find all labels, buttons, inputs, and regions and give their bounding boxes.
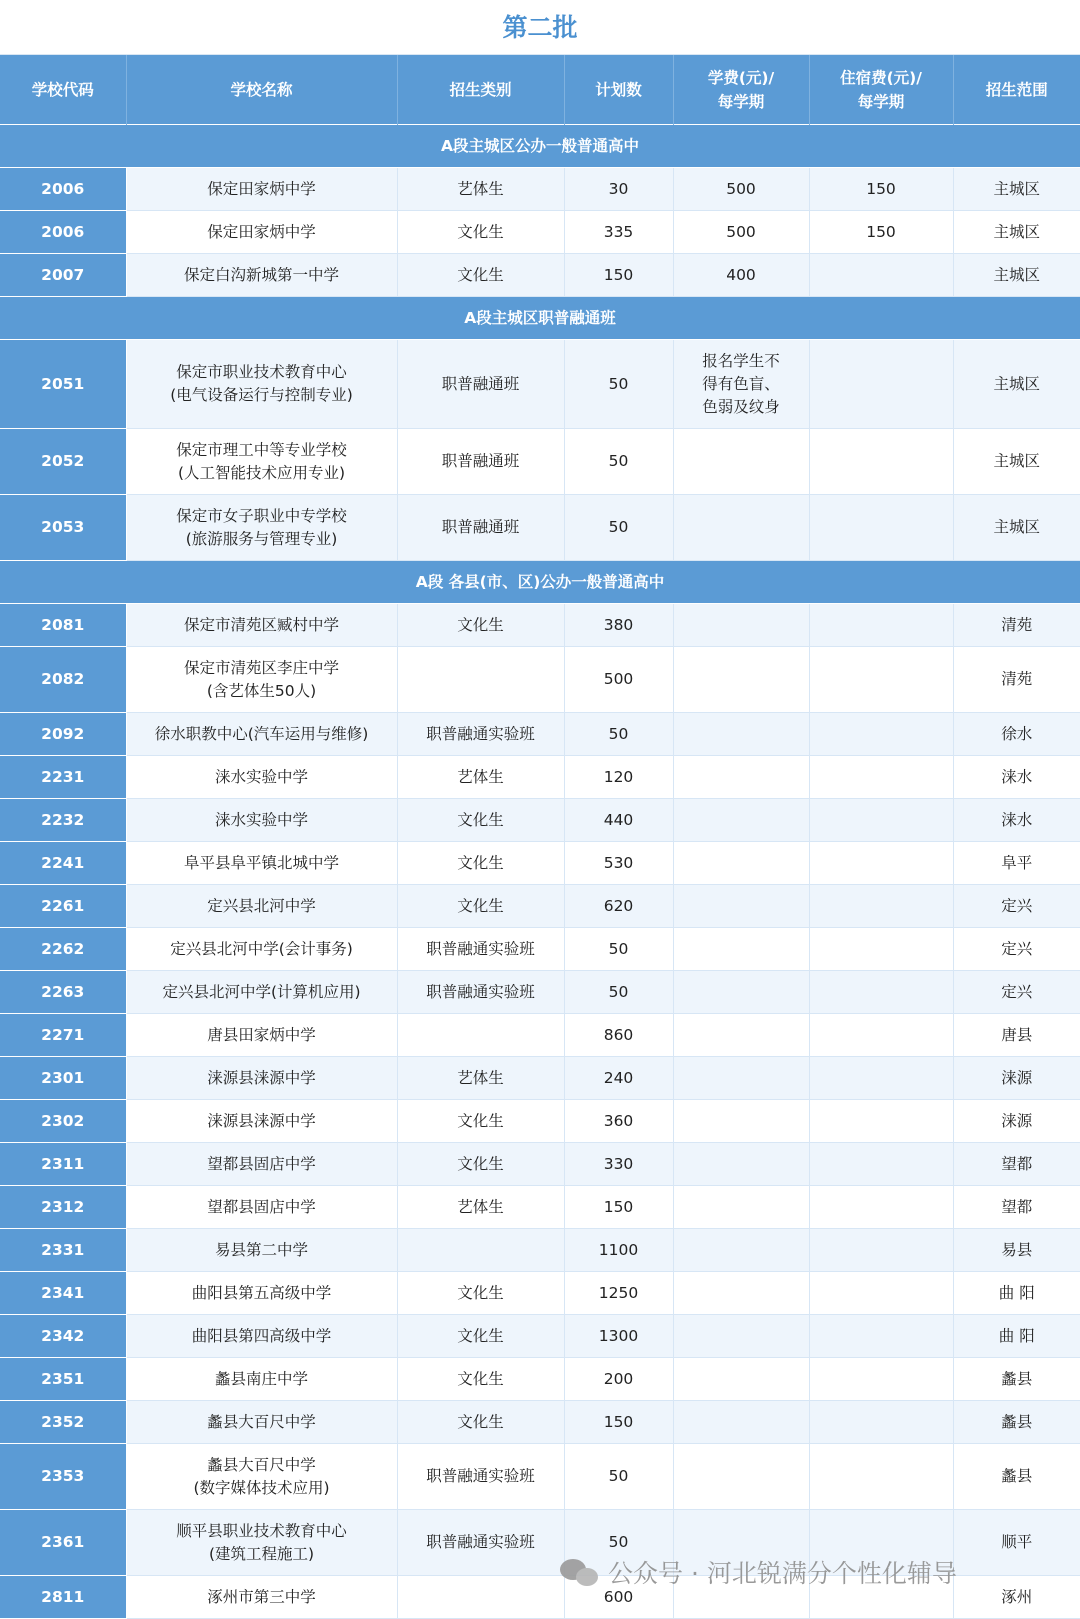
cell-fee (673, 756, 809, 799)
cell-plan: 860 (564, 1014, 673, 1057)
cell-lodging (809, 1186, 953, 1229)
cell-code: 2352 (0, 1401, 126, 1444)
section-title: A段 各县(市、区)公办一般普通高中 (0, 561, 1080, 604)
cell-code: 2053 (0, 495, 126, 561)
cell-code: 2006 (0, 211, 126, 254)
cell-code: 2006 (0, 168, 126, 211)
cell-plan: 1100 (564, 1229, 673, 1272)
cell-type (397, 647, 564, 713)
cell-type (397, 1014, 564, 1057)
section-row (0, 297, 1080, 340)
cell-type: 文化生 (397, 1143, 564, 1186)
cell-type: 文化生 (397, 1401, 564, 1444)
header-row (0, 55, 1080, 125)
cell-scope: 望都 (953, 1143, 1080, 1186)
cell-scope: 易县 (953, 1229, 1080, 1272)
cell-type: 艺体生 (397, 756, 564, 799)
cell-type: 文化生 (397, 254, 564, 297)
cell-fee (673, 1014, 809, 1057)
cell-name: 望都县固店中学 (126, 1143, 397, 1186)
cell-code: 2082 (0, 647, 126, 713)
cell-name: 蠡县大百尺中学 (数字媒体技术应用) (126, 1444, 397, 1510)
cell-scope: 主城区 (953, 211, 1080, 254)
cell-plan: 150 (564, 254, 673, 297)
table-row (0, 1444, 1080, 1510)
cell-type: 职普融通实验班 (397, 1510, 564, 1576)
cell-lodging (809, 429, 953, 495)
column-header-code: 学校代码 (0, 55, 126, 125)
cell-fee (673, 647, 809, 713)
table-row (0, 756, 1080, 799)
table-row (0, 1272, 1080, 1315)
table-row (0, 842, 1080, 885)
cell-type: 文化生 (397, 1315, 564, 1358)
cell-scope: 涞水 (953, 756, 1080, 799)
cell-name: 蠡县南庄中学 (126, 1358, 397, 1401)
cell-scope: 定兴 (953, 885, 1080, 928)
table-row (0, 604, 1080, 647)
cell-lodging (809, 756, 953, 799)
table-row (0, 1186, 1080, 1229)
section-row (0, 561, 1080, 604)
cell-scope: 曲 阳 (953, 1272, 1080, 1315)
cell-lodging (809, 340, 953, 429)
cell-name: 曲阳县第四高级中学 (126, 1315, 397, 1358)
table-row (0, 1229, 1080, 1272)
cell-name: 涞源县涞源中学 (126, 1057, 397, 1100)
table-row (0, 1401, 1080, 1444)
cell-name: 保定白沟新城第一中学 (126, 254, 397, 297)
cell-type: 职普融通实验班 (397, 1444, 564, 1510)
cell-code: 2341 (0, 1272, 126, 1315)
cell-type: 文化生 (397, 604, 564, 647)
table-row (0, 340, 1080, 429)
cell-plan: 380 (564, 604, 673, 647)
cell-plan: 440 (564, 799, 673, 842)
cell-fee (673, 1057, 809, 1100)
cell-code: 2092 (0, 713, 126, 756)
cell-fee (673, 1401, 809, 1444)
table-row (0, 1057, 1080, 1100)
enrollment-table (0, 55, 1080, 1619)
cell-fee (673, 885, 809, 928)
column-header-lodging: 住宿费(元)/ 每学期 (809, 55, 953, 125)
cell-code: 2262 (0, 928, 126, 971)
cell-name: 易县第二中学 (126, 1229, 397, 1272)
cell-scope: 涞源 (953, 1057, 1080, 1100)
cell-type: 艺体生 (397, 1057, 564, 1100)
cell-name: 徐水职教中心(汽车运用与维修) (126, 713, 397, 756)
table-row (0, 1100, 1080, 1143)
cell-plan: 50 (564, 1444, 673, 1510)
cell-scope: 主城区 (953, 495, 1080, 561)
cell-name: 顺平县职业技术教育中心 (建筑工程施工) (126, 1510, 397, 1576)
cell-lodging: 150 (809, 168, 953, 211)
cell-lodging (809, 971, 953, 1014)
table-row (0, 1143, 1080, 1186)
cell-plan: 50 (564, 1510, 673, 1576)
cell-lodging (809, 495, 953, 561)
cell-name: 阜平县阜平镇北城中学 (126, 842, 397, 885)
table-body (0, 125, 1080, 1619)
cell-lodging: 150 (809, 211, 953, 254)
cell-fee (673, 1315, 809, 1358)
cell-lodging (809, 799, 953, 842)
watermark-text: 公众号 · 河北锐满分个性化辅导 (608, 1559, 957, 1588)
wechat-icon (560, 1557, 600, 1587)
cell-fee: 400 (673, 254, 809, 297)
cell-fee (673, 713, 809, 756)
cell-name: 曲阳县第五高级中学 (126, 1272, 397, 1315)
table-row (0, 254, 1080, 297)
cell-code: 2811 (0, 1576, 126, 1619)
cell-scope: 涞源 (953, 1100, 1080, 1143)
cell-code: 2311 (0, 1143, 126, 1186)
cell-plan: 500 (564, 647, 673, 713)
table-row (0, 799, 1080, 842)
cell-code: 2301 (0, 1057, 126, 1100)
cell-scope: 清苑 (953, 647, 1080, 713)
cell-name: 保定市清苑区臧村中学 (126, 604, 397, 647)
cell-type: 文化生 (397, 885, 564, 928)
cell-type (397, 1229, 564, 1272)
cell-code: 2353 (0, 1444, 126, 1510)
cell-code: 2261 (0, 885, 126, 928)
cell-scope: 主城区 (953, 254, 1080, 297)
column-header-scope: 招生范围 (953, 55, 1080, 125)
cell-fee: 500 (673, 168, 809, 211)
cell-type: 职普融通实验班 (397, 928, 564, 971)
cell-scope: 涞水 (953, 799, 1080, 842)
cell-code: 2351 (0, 1358, 126, 1401)
cell-lodging (809, 1057, 953, 1100)
cell-code: 2302 (0, 1100, 126, 1143)
cell-scope: 主城区 (953, 429, 1080, 495)
table-header (0, 55, 1080, 125)
cell-type: 文化生 (397, 211, 564, 254)
cell-lodging (809, 928, 953, 971)
column-header-type: 招生类别 (397, 55, 564, 125)
cell-code: 2052 (0, 429, 126, 495)
cell-name: 望都县固店中学 (126, 1186, 397, 1229)
cell-type: 文化生 (397, 799, 564, 842)
cell-fee (673, 1143, 809, 1186)
cell-lodging (809, 885, 953, 928)
cell-plan: 1300 (564, 1315, 673, 1358)
cell-code: 2051 (0, 340, 126, 429)
cell-code: 2232 (0, 799, 126, 842)
cell-fee (673, 1229, 809, 1272)
table-row (0, 928, 1080, 971)
cell-scope: 定兴 (953, 928, 1080, 971)
cell-plan: 50 (564, 971, 673, 1014)
cell-type: 职普融通班 (397, 340, 564, 429)
cell-scope: 曲 阳 (953, 1315, 1080, 1358)
table-row (0, 971, 1080, 1014)
cell-type: 艺体生 (397, 1186, 564, 1229)
cell-plan: 50 (564, 713, 673, 756)
cell-name: 定兴县北河中学(计算机应用) (126, 971, 397, 1014)
watermark (560, 1554, 957, 1590)
cell-name: 保定市理工中等专业学校 (人工智能技术应用专业) (126, 429, 397, 495)
cell-lodging (809, 1315, 953, 1358)
cell-scope: 清苑 (953, 604, 1080, 647)
cell-type: 文化生 (397, 842, 564, 885)
cell-fee (673, 971, 809, 1014)
cell-plan: 150 (564, 1186, 673, 1229)
cell-type: 文化生 (397, 1100, 564, 1143)
cell-scope: 阜平 (953, 842, 1080, 885)
cell-plan: 330 (564, 1143, 673, 1186)
cell-plan: 200 (564, 1358, 673, 1401)
cell-fee (673, 1100, 809, 1143)
cell-plan: 30 (564, 168, 673, 211)
cell-fee: 500 (673, 211, 809, 254)
cell-lodging (809, 1272, 953, 1315)
cell-type: 艺体生 (397, 168, 564, 211)
cell-plan: 50 (564, 429, 673, 495)
cell-lodging (809, 1229, 953, 1272)
cell-fee (673, 604, 809, 647)
column-header-plan: 计划数 (564, 55, 673, 125)
cell-code: 2081 (0, 604, 126, 647)
cell-fee (673, 1358, 809, 1401)
cell-fee (673, 799, 809, 842)
cell-lodging (809, 604, 953, 647)
cell-plan: 620 (564, 885, 673, 928)
cell-scope: 定兴 (953, 971, 1080, 1014)
cell-scope: 主城区 (953, 168, 1080, 211)
cell-scope: 涿州 (953, 1576, 1080, 1619)
cell-lodging (809, 1014, 953, 1057)
section-title: A段主城区公办一般普通高中 (0, 125, 1080, 168)
cell-type: 职普融通班 (397, 495, 564, 561)
cell-type: 职普融通班 (397, 429, 564, 495)
cell-lodging (809, 647, 953, 713)
cell-type (397, 1576, 564, 1619)
section-title: A段主城区职普融通班 (0, 297, 1080, 340)
table-row (0, 211, 1080, 254)
cell-scope: 徐水 (953, 713, 1080, 756)
cell-plan: 50 (564, 340, 673, 429)
cell-plan: 240 (564, 1057, 673, 1100)
cell-code: 2331 (0, 1229, 126, 1272)
cell-fee (673, 1444, 809, 1510)
cell-type: 文化生 (397, 1272, 564, 1315)
cell-code: 2231 (0, 756, 126, 799)
cell-code: 2271 (0, 1014, 126, 1057)
cell-type: 职普融通实验班 (397, 971, 564, 1014)
cell-scope: 顺平 (953, 1510, 1080, 1576)
column-header-fee: 学费(元)/ 每学期 (673, 55, 809, 125)
cell-scope: 蠡县 (953, 1358, 1080, 1401)
cell-code: 2361 (0, 1510, 126, 1576)
cell-lodging (809, 1358, 953, 1401)
cell-name: 保定市职业技术教育中心 (电气设备运行与控制专业) (126, 340, 397, 429)
table-row (0, 647, 1080, 713)
cell-type: 职普融通实验班 (397, 713, 564, 756)
cell-name: 涿州市第三中学 (126, 1576, 397, 1619)
cell-lodging (809, 1444, 953, 1510)
cell-name: 蠡县大百尺中学 (126, 1401, 397, 1444)
cell-name: 涞源县涞源中学 (126, 1100, 397, 1143)
cell-plan: 50 (564, 495, 673, 561)
cell-fee (673, 1272, 809, 1315)
table-row (0, 1014, 1080, 1057)
cell-code: 2241 (0, 842, 126, 885)
cell-lodging (809, 1143, 953, 1186)
cell-lodging (809, 842, 953, 885)
cell-fee (673, 842, 809, 885)
cell-name: 保定市清苑区李庄中学 (含艺体生50人) (126, 647, 397, 713)
cell-name: 涞水实验中学 (126, 799, 397, 842)
cell-lodging (809, 1401, 953, 1444)
cell-fee (673, 928, 809, 971)
cell-name: 涞水实验中学 (126, 756, 397, 799)
column-header-name: 学校名称 (126, 55, 397, 125)
cell-code: 2263 (0, 971, 126, 1014)
cell-name: 保定田家炳中学 (126, 168, 397, 211)
table-row (0, 1358, 1080, 1401)
cell-plan: 530 (564, 842, 673, 885)
cell-plan: 150 (564, 1401, 673, 1444)
cell-lodging (809, 1100, 953, 1143)
cell-fee (673, 1186, 809, 1229)
cell-plan: 360 (564, 1100, 673, 1143)
page-title: 第二批 (0, 0, 1080, 55)
cell-plan: 1250 (564, 1272, 673, 1315)
section-row (0, 125, 1080, 168)
cell-lodging (809, 254, 953, 297)
cell-name: 定兴县北河中学 (126, 885, 397, 928)
cell-name: 唐县田家炳中学 (126, 1014, 397, 1057)
cell-scope: 唐县 (953, 1014, 1080, 1057)
table-row (0, 168, 1080, 211)
cell-scope: 主城区 (953, 340, 1080, 429)
cell-name: 保定市女子职业中专学校 (旅游服务与管理专业) (126, 495, 397, 561)
cell-scope: 蠡县 (953, 1401, 1080, 1444)
cell-fee (673, 495, 809, 561)
cell-plan: 335 (564, 211, 673, 254)
cell-name: 定兴县北河中学(会计事务) (126, 928, 397, 971)
cell-scope: 蠡县 (953, 1444, 1080, 1510)
cell-plan: 50 (564, 928, 673, 971)
cell-plan: 120 (564, 756, 673, 799)
cell-code: 2342 (0, 1315, 126, 1358)
table-row (0, 495, 1080, 561)
cell-scope: 望都 (953, 1186, 1080, 1229)
cell-name: 保定田家炳中学 (126, 211, 397, 254)
cell-fee (673, 429, 809, 495)
table-row (0, 713, 1080, 756)
table-row (0, 885, 1080, 928)
cell-type: 文化生 (397, 1358, 564, 1401)
cell-code: 2312 (0, 1186, 126, 1229)
cell-lodging (809, 713, 953, 756)
cell-fee: 报名学生不 得有色盲、 色弱及纹身 (673, 340, 809, 429)
cell-plan: 600 (564, 1576, 673, 1619)
table-row (0, 1315, 1080, 1358)
cell-code: 2007 (0, 254, 126, 297)
table-row (0, 429, 1080, 495)
